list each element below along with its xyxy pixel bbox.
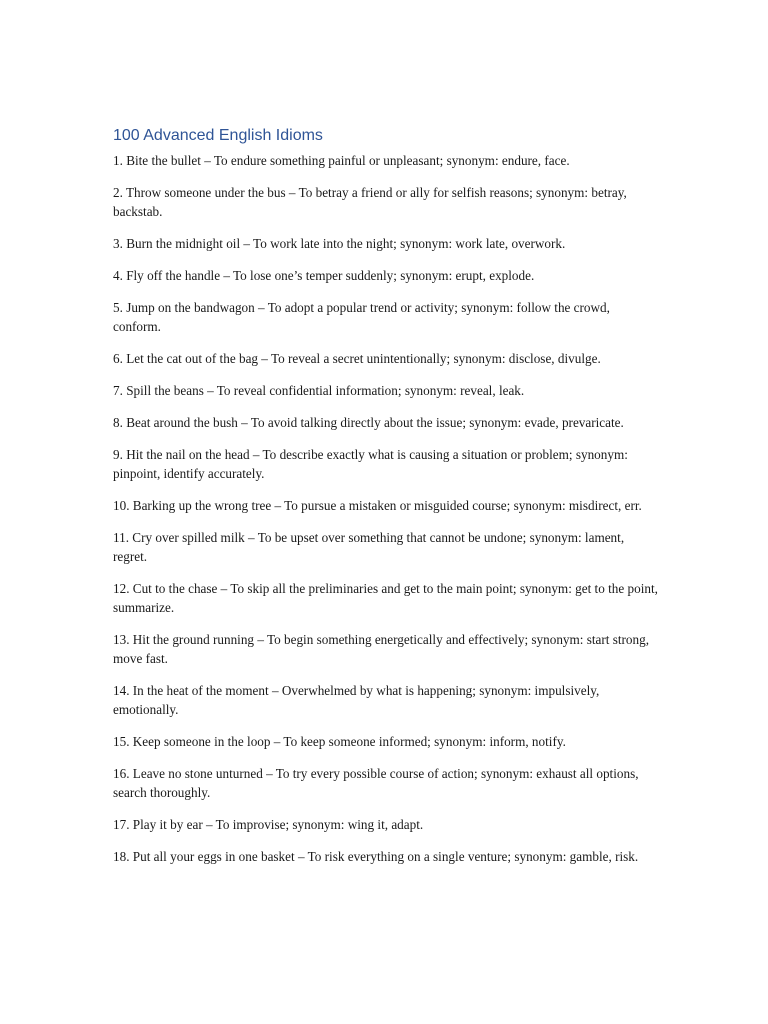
- idiom-entry: 9. Hit the nail on the head – To describe exactly what is causing a situation or problem; synonym: pinpoint, identify accurately.: [113, 447, 628, 481]
- idiom-entry: 15. Keep someone in the loop – To keep someone informed; synonym: inform, notify.: [113, 734, 566, 749]
- idiom-entry: 10. Barking up the wrong tree – To pursue a mistaken or misguided course; synonym: misdirect, err.: [113, 498, 642, 513]
- idiom-entry: 8. Beat around the bush – To avoid talking directly about the issue; synonym: evade, prevaricate.: [113, 415, 624, 430]
- idiom-entry: 2. Throw someone under the bus – To betray a friend or ally for selfish reasons; synonym: betray, backstab.: [113, 185, 627, 219]
- idiom-entry: 17. Play it by ear – To improvise; synonym: wing it, adapt.: [113, 817, 424, 832]
- idiom-entry: 16. Leave no stone unturned – To try every possible course of action; synonym: exhaust all options, search thoroughly.: [113, 766, 639, 800]
- idiom-list: [113, 151, 660, 866]
- idiom-entry: 5. Jump on the bandwagon – To adopt a popular trend or activity; synonym: follow the crowd, conform.: [113, 300, 610, 334]
- idiom-entry: 11. Cry over spilled milk – To be upset over something that cannot be undone; synonym: lament, regret.: [113, 530, 625, 564]
- idiom-entry: 14. In the heat of the moment – Overwhelmed by what is happening; synonym: impulsively, emotionally.: [113, 683, 600, 717]
- idiom-entry: 1. Bite the bullet – To endure something painful or unpleasant; synonym: endure, face.: [113, 153, 570, 168]
- idiom-entry: 3. Burn the midnight oil – To work late into the night; synonym: work late, overwork.: [113, 236, 566, 251]
- idiom-entry: 6. Let the cat out of the bag – To reveal a secret unintentionally; synonym: disclose, divulge.: [113, 351, 601, 366]
- idiom-entry: 12. Cut to the chase – To skip all the preliminaries and get to the main point; synonym: get to the point, summarize.: [113, 581, 658, 615]
- idiom-entry: 18. Put all your eggs in one basket – To risk everything on a single venture; synonym: gamble, risk.: [113, 849, 639, 864]
- idiom-entry: 7. Spill the beans – To reveal confidential information; synonym: reveal, leak.: [113, 383, 525, 398]
- idiom-entry: 4. Fly off the handle – To lose one’s temper suddenly; synonym: erupt, explode.: [113, 268, 535, 283]
- document-title: 100 Advanced English Idioms: [113, 127, 323, 144]
- idiom-entry: 13. Hit the ground running – To begin something energetically and effectively; synonym: start strong, move fast.: [113, 632, 650, 666]
